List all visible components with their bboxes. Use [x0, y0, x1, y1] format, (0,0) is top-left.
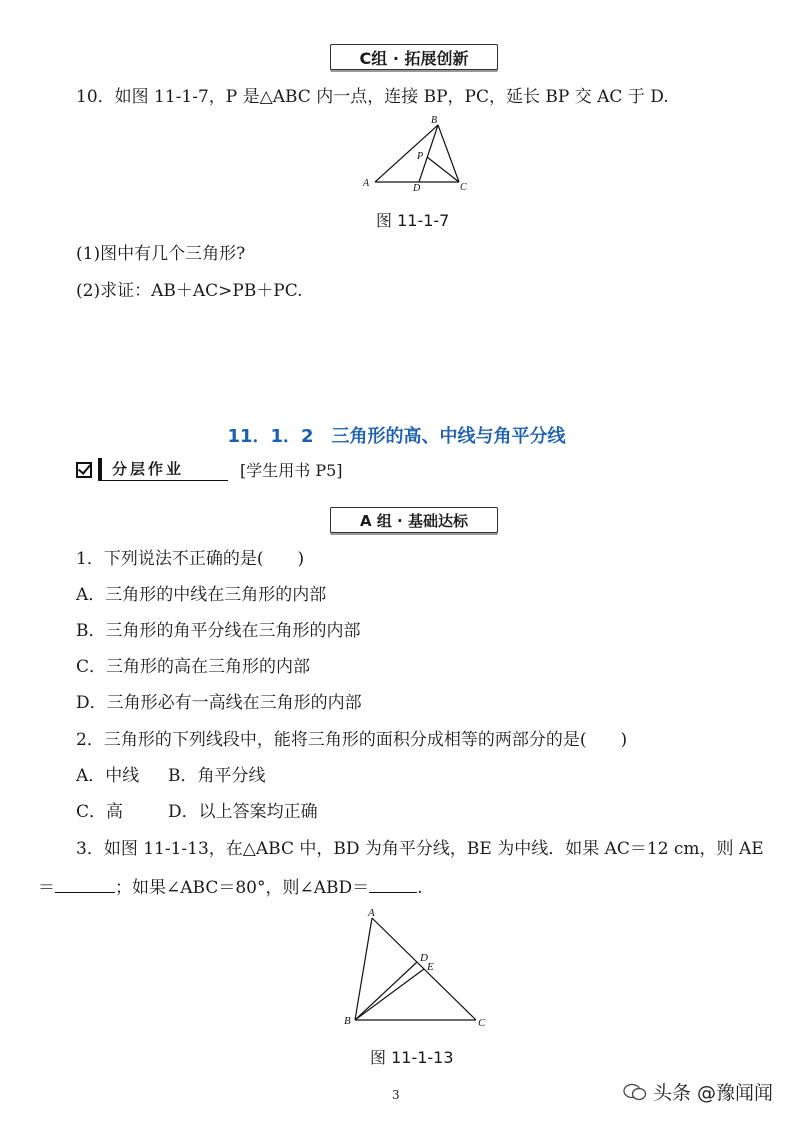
- label-b: B: [431, 115, 438, 126]
- q2-option-c: C．高: [76, 802, 124, 822]
- label-p: P: [417, 151, 424, 162]
- group-a-banner: [330, 507, 498, 533]
- segment-bd: [355, 962, 417, 1020]
- q1-option-b: B．三角形的角平分线在三角形的内部: [76, 621, 361, 641]
- label-b: B: [344, 1015, 351, 1027]
- label-d: D: [420, 952, 428, 964]
- q1-option-c: C．三角形的高在三角形的内部: [76, 657, 311, 677]
- checkbox-icon: [76, 462, 92, 478]
- group-c-banner: [330, 44, 498, 70]
- q2-option-a: A．中线: [76, 766, 140, 786]
- label-c: C: [460, 182, 467, 193]
- q1-option-a: A．三角形的中线在三角形的内部: [76, 585, 327, 605]
- q3-prefix: ＝: [38, 878, 55, 898]
- segment-be: [355, 969, 424, 1020]
- q3-end: .: [417, 878, 423, 898]
- q1-stem: 1．下列说法不正确的是( ): [76, 549, 305, 569]
- q3-mid: ；如果∠ABC＝80°，则∠ABD＝: [115, 878, 370, 898]
- figure-11-1-13: [340, 906, 500, 1032]
- homework-header: [76, 458, 343, 481]
- q10-stem: 10．如图 11-1-7，P 是△ABC 内一点，连接 BP，PC，延长 BP 交 AC 于 D.: [76, 87, 669, 107]
- page-number: 3: [392, 1088, 400, 1102]
- figure-caption-11-1-7: 图 11-1-7: [376, 211, 450, 230]
- section-title: 11．1．2 三角形的高、中线与角平分线: [227, 426, 566, 447]
- edge-ab: [355, 918, 372, 1020]
- label-d: D: [413, 183, 421, 194]
- q2-stem: 2．三角形的下列线段中，能将三角形的面积分成相等的两部分的是( ): [76, 730, 628, 750]
- q10-part2: (2)求证：AB＋AC>PB＋PC.: [76, 281, 303, 301]
- chat-bubble-icon: [623, 1083, 647, 1101]
- group-c-label: C组 · 拓展创新: [359, 48, 469, 68]
- answer-blank-ae[interactable]: [55, 876, 115, 893]
- figure-caption-11-1-13: 图 11-1-13: [370, 1048, 454, 1067]
- q1-option-d: D．三角形必有一高线在三角形的内部: [76, 693, 362, 713]
- label-a: A: [368, 907, 375, 919]
- q3-stem-line1: 3．如图 11-1-13，在△ABC 中，BD 为角平分线，BE 为中线．如果 AC＝12 cm，则 AE: [76, 839, 764, 859]
- answer-blank-abd[interactable]: [369, 876, 417, 893]
- group-a-label: A 组 · 基础达标: [360, 511, 468, 530]
- q3-stem-line2: [38, 876, 423, 899]
- figure-11-1-7: [355, 112, 480, 197]
- label-e: E: [427, 961, 434, 973]
- q2-option-d: D．以上答案均正确: [168, 802, 318, 822]
- q2-option-b: B．角平分线: [168, 766, 266, 786]
- label-a: A: [363, 178, 370, 189]
- watermark: [623, 1078, 773, 1105]
- q10-part1: (1)图中有几个三角形?: [76, 244, 246, 264]
- label-c: C: [478, 1017, 486, 1029]
- homework-label: 分层作业: [98, 458, 228, 481]
- homework-reference: [学生用书 P5]: [240, 461, 343, 480]
- watermark-text: 头条 @豫闻闻: [652, 1082, 773, 1104]
